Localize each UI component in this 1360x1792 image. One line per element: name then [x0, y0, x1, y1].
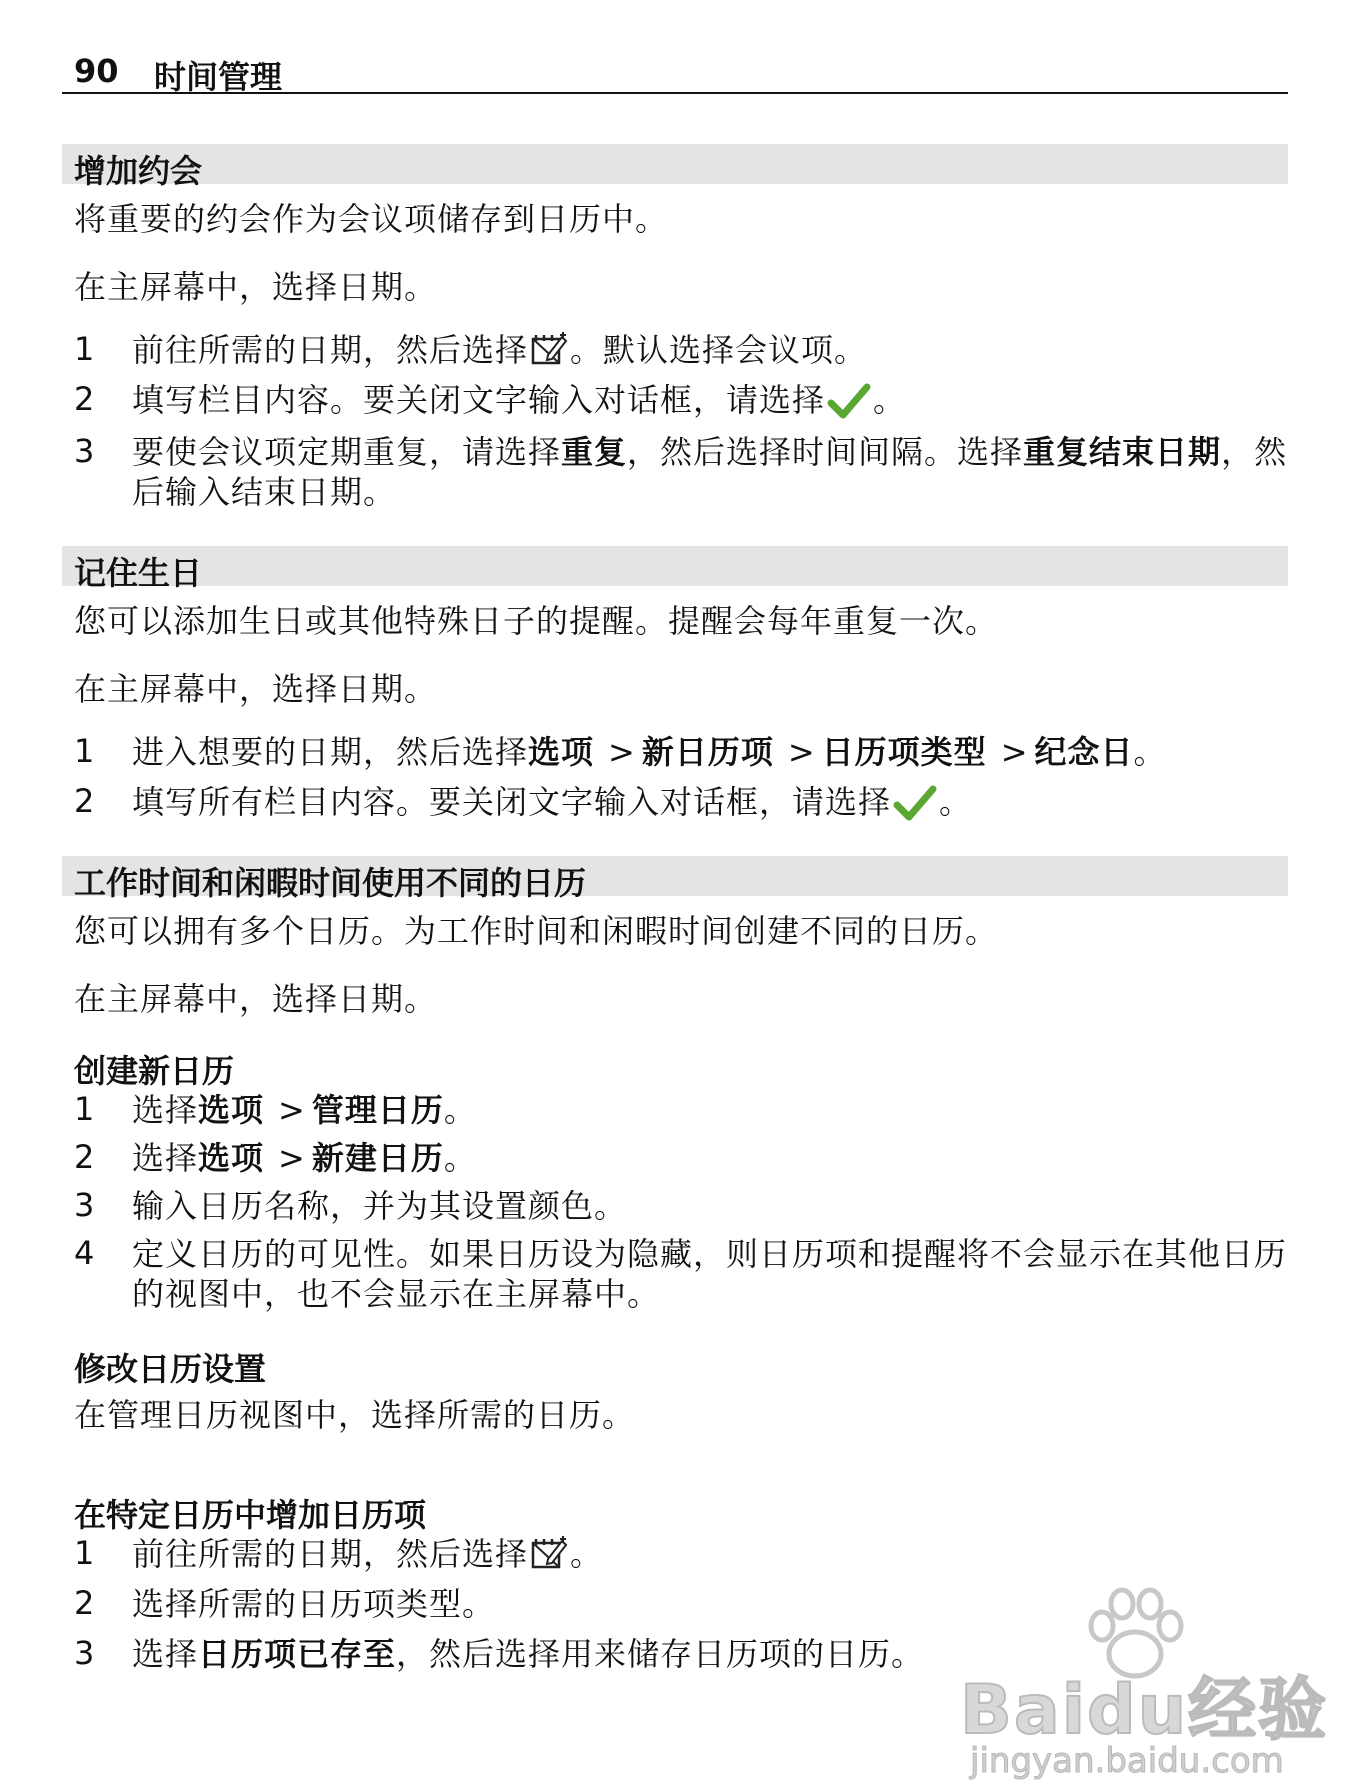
ui-term: 重复结束日期	[1023, 433, 1222, 471]
step-number: 1	[74, 1534, 95, 1572]
menu-item: 新日历项	[641, 733, 774, 771]
subheading-add-entry-to-calendar: 在特定日历中增加日历项	[74, 1496, 427, 1534]
section-heading-text: 记住生日	[74, 554, 203, 592]
section-intro: 将重要的约会作为会议项储存到日历中。	[74, 200, 669, 238]
subheading-modify-calendar-settings: 修改日历设置	[74, 1350, 267, 1388]
step-number: 4	[74, 1234, 95, 1272]
home-instruction: 在主屏幕中，选择日期。	[74, 268, 438, 306]
step-number: 2	[74, 1584, 95, 1622]
watermark-logo-text: Baidu经验	[960, 1671, 1329, 1750]
checkmark-icon	[827, 381, 871, 421]
step-number: 2	[74, 380, 95, 418]
step-number: 2	[74, 782, 95, 820]
menu-item: 选项	[198, 1091, 265, 1129]
step-number: 3	[74, 1634, 95, 1672]
step-text: 填写栏目内容。要关闭文字输入对话框，请选择 。	[132, 381, 907, 419]
section-heading-add-appointment	[62, 144, 1288, 190]
step-number: 1	[74, 330, 95, 368]
menu-separator: >	[1000, 733, 1029, 771]
step-text: 进入想要的日期，然后选择选项 > 新日历项 > 日历项类型 > 纪念日。	[132, 733, 1167, 771]
section-heading-work-leisure-calendars	[62, 856, 1288, 902]
step-number: 2	[74, 1138, 95, 1176]
step-text: 定义日历的可见性。如果日历设为隐藏，则日历项和提醒将不会显示在其他日历的视图中，也不会显示在主屏幕中。	[132, 1235, 1288, 1313]
section-heading-text: 增加约会	[74, 152, 203, 190]
menu-item: 新建日历	[311, 1139, 444, 1177]
step-text: 填写所有栏目内容。要关闭文字输入对话框，请选择 。	[132, 783, 973, 821]
menu-separator: >	[278, 1091, 306, 1129]
menu-separator: >	[278, 1139, 306, 1177]
section-intro: 您可以添加生日或其他特殊日子的提醒。提醒会每年重复一次。	[74, 602, 999, 640]
menu-item: 纪念日	[1034, 733, 1134, 771]
step-text: 要使会议项定期重复，请选择重复，然后选择时间间隔。选择重复结束日期，然后输入结束日期。	[132, 433, 1288, 511]
step-number: 3	[74, 432, 95, 470]
watermark	[960, 1586, 1329, 1786]
home-instruction: 在主屏幕中，选择日期。	[74, 670, 438, 708]
menu-item: 选项	[528, 733, 595, 771]
menu-item: 管理日历	[311, 1091, 444, 1129]
section-heading-remember-birthdays	[62, 546, 1288, 592]
ui-term: 重复	[561, 433, 628, 471]
home-instruction: 在主屏幕中，选择日期。	[74, 980, 438, 1018]
step-text: 输入日历名称，并为其设置颜色。	[132, 1187, 628, 1225]
menu-separator: >	[787, 733, 816, 771]
step-text: 选择选项 > 新建日历。	[132, 1139, 477, 1177]
modify-instruction: 在管理日历视图中，选择所需的日历。	[74, 1396, 636, 1434]
chapter-title: 时间管理	[154, 58, 283, 96]
page-number: 90	[74, 52, 119, 90]
section-heading-text: 工作时间和闲暇时间使用不同的日历	[74, 864, 587, 902]
step-number: 3	[74, 1186, 95, 1224]
ui-term: 日历项已存至	[198, 1635, 397, 1673]
running-header	[62, 46, 1288, 94]
edit-note-icon	[530, 1535, 568, 1571]
menu-item: 选项	[198, 1139, 265, 1177]
section-intro: 您可以拥有多个日历。为工作时间和闲暇时间创建不同的日历。	[74, 912, 999, 950]
edit-note-icon	[530, 331, 568, 367]
step-text: 前往所需的日期，然后选择 。	[132, 1535, 604, 1573]
menu-separator: >	[608, 733, 636, 771]
subheading-create-calendar: 创建新日历	[74, 1052, 235, 1090]
step-text: 选择日历项已存至，然后选择用来储存日历项的日历。	[132, 1635, 925, 1673]
step-number: 1	[74, 1090, 95, 1128]
step-number: 1	[74, 732, 95, 770]
checkmark-icon	[893, 783, 937, 823]
menu-item: 日历项类型	[821, 733, 987, 771]
watermark-url: jingyan.baidu.com	[970, 1741, 1284, 1781]
step-text: 选择选项 > 管理日历。	[132, 1091, 477, 1129]
step-text: 前往所需的日期，然后选择 。默认选择会议项。	[132, 331, 868, 369]
step-text: 选择所需的日历项类型。	[132, 1585, 496, 1623]
